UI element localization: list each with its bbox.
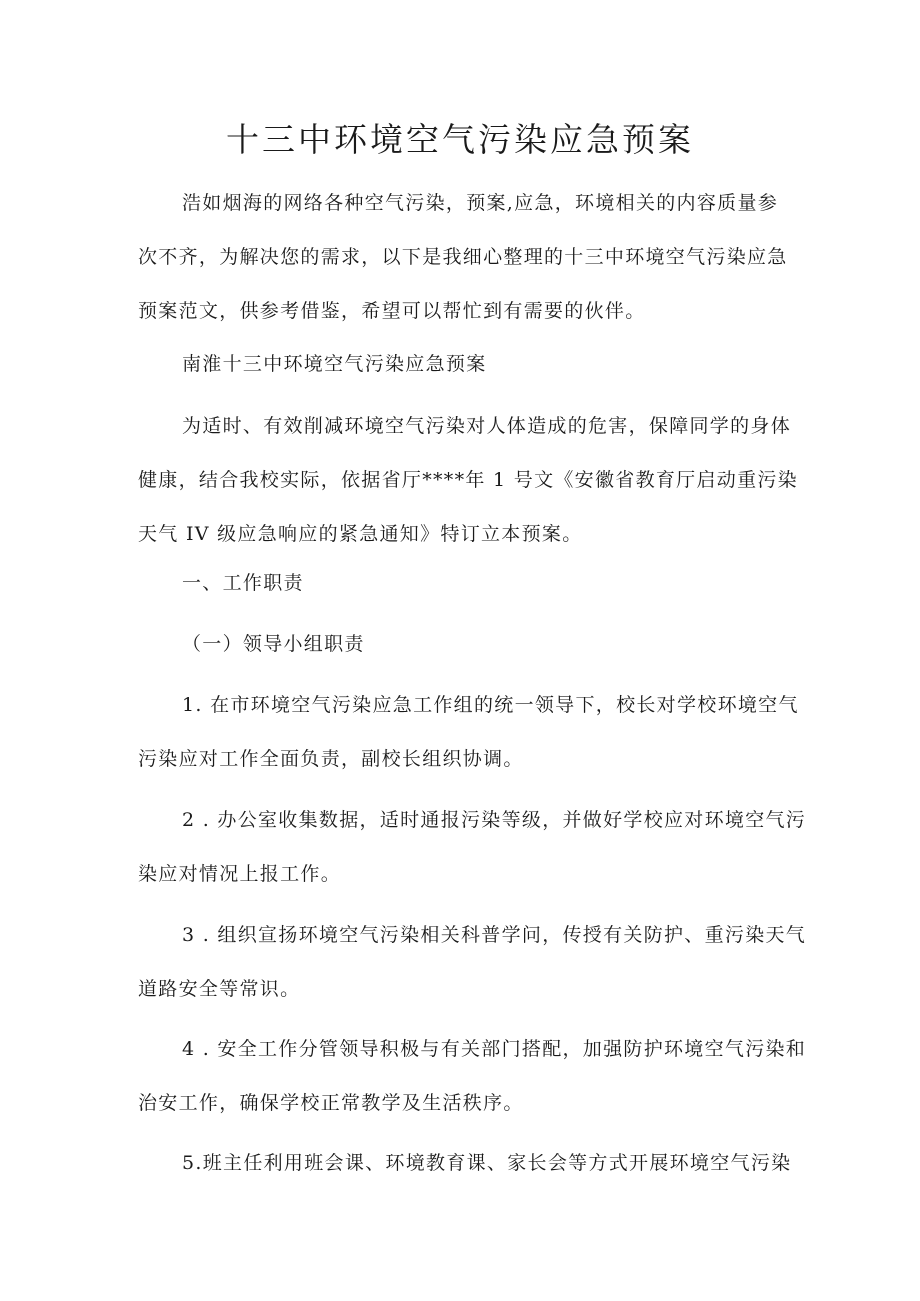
subsection-heading-text: （一）领导小组职责 [182, 633, 365, 655]
list-item [138, 793, 807, 901]
list-item-line: 染应对情况上报工作。 [138, 863, 342, 885]
list-item-line: 5.班主任利用班会课、环境教育课、家长会等方式开展环境空气污染 [182, 1152, 792, 1174]
intro-line-2: 次不齐，为解决您的需求，以下是我细心整理的十三中环境空气污染应急 [138, 246, 788, 268]
list-item-line: 2 . 办公室收集数据，适时通报污染等级，并做好学校应对环境空气污 [182, 809, 807, 831]
list-item [138, 678, 799, 786]
list-item-line: 4 . 安全工作分管领导积极与有关部门搭配，加强防护环境空气污染和 [182, 1038, 807, 1060]
list-item-line: 3 . 组织宣扬环境空气污染相关科普学问，传授有关防护、重污染天气 [182, 924, 807, 946]
purpose-line-3: 天气 IV 级应急响应的紧急通知》特订立本预案。 [138, 523, 583, 545]
purpose-paragraph [138, 399, 798, 561]
subtitle [138, 337, 792, 391]
section-heading-text: 一、工作职责 [182, 572, 304, 594]
purpose-line-2: 健康，结合我校实际，依据省厅****年 1 号文《安徽省教育厅启动重污染 [138, 469, 798, 491]
purpose-line-1: 为适时、有效削减环境空气污染对人体造成的危害，保障同学的身体 [182, 415, 792, 437]
intro-paragraph [138, 176, 792, 338]
document-title: 十三中环境空气污染应急预案 [226, 120, 694, 159]
intro-line-3: 预案范文，供参考借鉴，希望可以帮忙到有需要的伙伴。 [138, 300, 646, 322]
list-item-line: 治安工作，确保学校正常教学及生活秩序。 [138, 1092, 524, 1114]
list-item-line: 道路安全等常识。 [138, 978, 301, 1000]
subtitle-text: 南淮十三中环境空气污染应急预案 [182, 353, 487, 375]
list-item-line: 1. 在市环境空气污染应急工作组的统一领导下，校长对学校环境空气 [182, 694, 799, 716]
intro-line-1: 浩如烟海的网络各种空气污染，预案,应急，环境相关的内容质量参 [182, 192, 779, 214]
section-heading [138, 556, 792, 610]
list-item-line: 污染应对工作全面负责，副校长组织协调。 [138, 748, 524, 770]
list-item [138, 1136, 792, 1190]
list-item [138, 908, 807, 1016]
subsection-heading [138, 617, 792, 671]
list-item [138, 1022, 807, 1130]
